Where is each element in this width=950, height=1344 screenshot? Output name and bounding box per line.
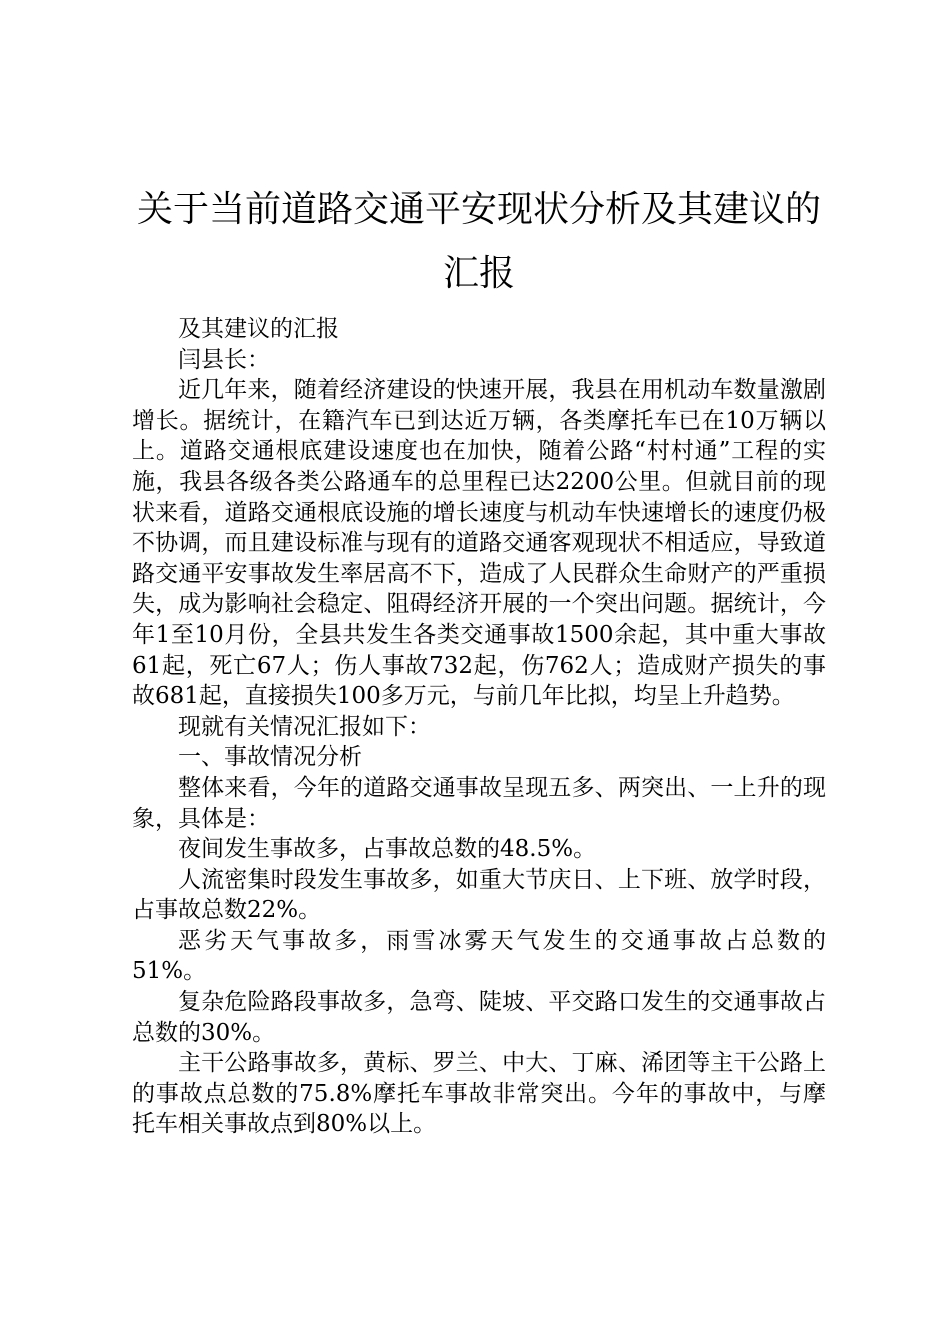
title-line-2: 汇报 — [442, 253, 515, 294]
paragraph-night-accidents: 夜间发生事故多，占事故总数的48.5%。 — [178, 836, 597, 863]
title-line-1: 关于当前道路交通平安现状分析及其建议的 — [136, 189, 821, 230]
paragraph-crowd-accidents: 人流密集时段发生事故多，如重大节庆日、上下班、放学时段，占事故总数22%。 — [132, 866, 826, 924]
document-page — [132, 178, 826, 1140]
paragraph-weather-accidents: 恶劣天气事故多，雨雪冰雾天气发生的交通事故占总数的51%。 — [132, 927, 826, 985]
document-title — [132, 178, 826, 306]
paragraph-subtitle: 及其建议的汇报 — [178, 316, 339, 342]
paragraph-salutation: 闫县长： — [178, 346, 270, 373]
paragraph-intro: 近几年来，随着经济建设的快速开展，我县在用机动车数量激剧增长。据统计，在籍汽车已到达近万辆，各类摩托车已在10万辆以上。道路交通根底建设速度也在加快，随着公路“村村通”工程的实施，我县各级各类公路通车的总里程已达2200公里。但就目前的现状来看，道路交通根底设施的增长速度与机动车快速增长的速度仍极不协调，而且建设标准与现有的道路交通客观现状不相适应，导致道路交通平安事故发生率居高不下，造成了人民群众生命财产的严重损失，成为影响社会稳定、阻碍经济开展的一个突出问题。据统计，今年1至10月份，全县共发生各类交通事故1500余起，其中重大事故61起，死亡67人；伤人事故732起，伤762人；造成财产损失的事故681起，直接损失100多万元，与前几年比拟，均呈上升趋势。 — [132, 377, 826, 710]
section-heading-1: 一、事故情况分析 — [178, 744, 362, 771]
paragraph-overview: 整体来看，今年的道路交通事故呈现五多、两突出、一上升的现象，具体是： — [132, 774, 826, 832]
document-body — [132, 314, 826, 1140]
paragraph-report-lead: 现就有关情况汇报如下： — [178, 713, 431, 740]
paragraph-main-road-accidents: 主干公路事故多，黄标、罗兰、中大、丁麻、浠团等主干公路上的事故点总数的75.8%摩托车事故非常突出。今年的事故中，与摩托车相关事故点到80%以上。 — [132, 1050, 826, 1138]
paragraph-road-accidents: 复杂危险路段事故多，急弯、陡坡、平交路口发生的交通事故占总数的30%。 — [132, 989, 826, 1046]
